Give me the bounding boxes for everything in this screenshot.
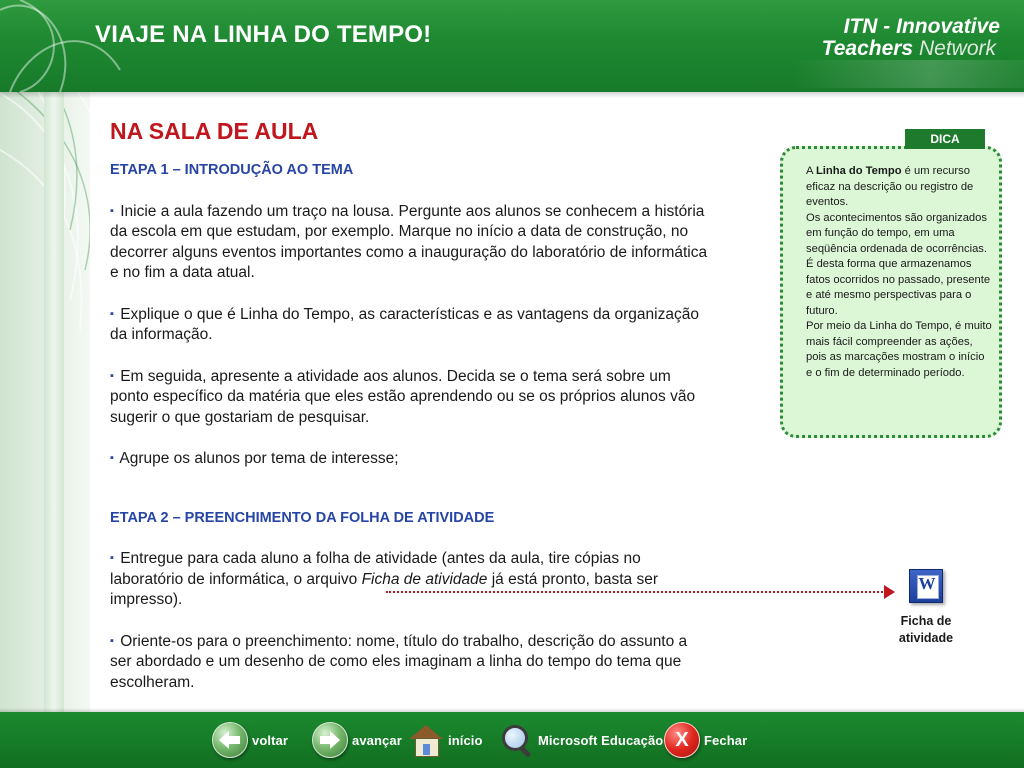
spacer [110,490,710,508]
microsoft-label: Microsoft Educação [538,732,664,748]
arrow-right-icon [312,722,348,758]
header-bar [0,0,1024,92]
word-file-label[interactable]: Ficha de atividade [898,614,954,645]
page-title: VIAJE NA LINHA DO TEMPO! [95,21,432,48]
bullet-icon: ▪ [110,307,114,320]
etapa2-bullet-1-text-a: Entregue para cada aluno a folha de atividade (antes da aula, tire cópias no laboratório de informática, o arquivo [110,550,641,588]
main-content [110,160,710,713]
logo-innovative: - Innovative [883,15,1000,38]
inicio-button[interactable] [408,720,483,760]
fechar-button[interactable] [664,720,747,760]
bullet-icon: ▪ [110,369,114,382]
logo-network: Network [918,37,996,61]
etapa1-bullet-4-text: Agrupe os alunos por tema de interesse; [119,450,399,467]
inicio-label: início [448,732,483,748]
fechar-label: Fechar [704,732,748,748]
left-decoration [0,0,90,768]
logo-band [790,60,1024,88]
logo-itn: ITN [843,15,878,38]
tip-intro-bold: Linha do Tempo [815,165,902,177]
etapa1-heading: ETAPA 1 – INTRODUÇÃO AO TEMA [110,162,354,178]
bullet-icon: ▪ [110,552,114,564]
avancar-label: avançar [352,732,402,748]
etapa2-bullet-2-text: Oriente-os para o preenchimento: nome, título do trabalho, descrição do assunto a ser abordado e um desenho de como eles imaginam a linha do tempo do tema que escolheram. [110,632,688,691]
magnifier-icon [498,723,534,757]
bullet-icon: ▪ [110,204,114,217]
tip-paragraph-4: Por meio da Linha do Tempo, é muito mais fácil compreender as ações, pois as marcações mostram o início e o fim de determinado período. [806,320,992,379]
link-connector-line [386,591,886,593]
left-stripe [44,92,64,712]
etapa1-bullet-4 [110,448,710,470]
close-glyph: X [675,729,689,751]
tip-intro-a: A [806,165,813,177]
tip-paragraph-2: Os acontecimentos são organizados em função do tempo, em uma seqüência ordenada de ocorrências. [806,211,987,255]
microsoft-educacao-button[interactable] [498,720,663,760]
ficha-atividade-link[interactable]: Ficha de atividade [361,570,488,588]
arrow-left-icon [212,722,248,758]
etapa2-heading: ETAPA 2 – PREENCHIMENTO DA FOLHA DE ATIVIDADE [110,509,495,526]
word-document-icon[interactable] [909,569,943,603]
etapa2-bullet-2 [110,631,710,694]
etapa1-bullet-2 [110,304,710,346]
avancar-button[interactable] [312,720,402,760]
etapa1-bullet-3 [110,366,710,429]
etapa1-bullet-2-text: Explique o que é Linha do Tempo, as características e as vantagens da organização da informação. [110,305,699,343]
voltar-label: voltar [252,732,289,748]
itn-logo [822,16,1000,60]
header-shadow [0,92,1024,98]
bullet-icon: ▪ [110,452,114,464]
home-icon [408,723,444,757]
close-icon [664,722,700,758]
etapa1-bullet-1 [110,201,710,284]
etapa1-bullet-1-text: Inicie a aula fazendo um traço na lousa. Pergunte aos alunos se conhecem a história da escola em que estudam, por exemplo. Marque no início a data de construção, no decorrer alguns eventos importantes como a inauguração do laboratório de informática e no fim a data atual. [110,202,708,281]
tip-paragraph-1 [806,164,992,211]
voltar-button[interactable] [212,720,288,760]
tip-paragraph-3: É desta forma que armazenamos fatos ocorridos no passado, presente e até mesmo perspectivas para o futuro. [806,258,991,317]
etapa2-bullet-1-text-b: já está pronto, basta ser impresso). [110,570,659,608]
tip-tab: DICA [905,129,985,149]
etapa1-bullet-3-text: Em seguida, apresente a atividade aos alunos. Decida se o tema será sobre um ponto específico da matéria que eles estão aprendendo ou se os próprios alunos vão sugerir o que gostariam de pesquisar. [110,367,696,426]
arrow-right-icon [884,585,895,599]
logo-teachers: Teachers [821,37,914,61]
bullet-icon: ▪ [110,634,114,647]
section-title: NA SALA DE AULA [110,118,319,144]
word-letter: W [918,574,936,593]
etapa2-bullet-1 [110,548,710,611]
tip-intro-rest: é um recurso eficaz na descrição ou registro de eventos. [806,165,974,208]
tip-text [806,164,992,381]
